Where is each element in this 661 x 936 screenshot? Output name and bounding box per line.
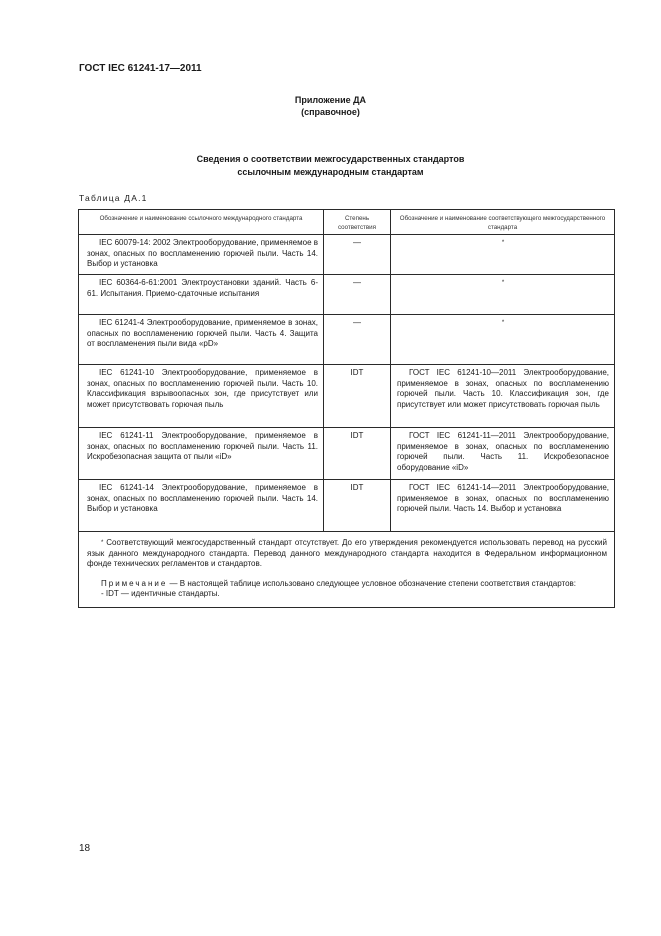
section-title-line-1: Сведения о соответствии межгосударственных стандартов bbox=[196, 154, 465, 164]
table-note bbox=[87, 579, 607, 590]
table-row bbox=[79, 428, 615, 480]
interstate-standard-cell: ГОСТ IEC 61241-14—2011 Электрооборудование, применяемое в зонах, опасных по воспламенению горючей пыли. Часть 14. Выбор и установка bbox=[391, 480, 615, 532]
column-header-interstate: Обозначение и наименование соответствующего межгосударственного стандарта bbox=[391, 210, 615, 235]
section-title-line-2: ссылочным международным стандартам bbox=[237, 167, 424, 177]
note-text: — В настоящей таблице использовано следующее условное обозначение степени соответствия стандартов: bbox=[169, 578, 576, 588]
interstate-standard-cell bbox=[391, 275, 615, 315]
interstate-standard-cell bbox=[391, 315, 615, 365]
table-row bbox=[79, 315, 615, 365]
note-label: Примечание bbox=[101, 578, 168, 588]
table-notes-cell bbox=[79, 532, 615, 608]
annex-subtitle: (справочное) bbox=[301, 107, 360, 117]
table-caption: Таблица ДА.1 bbox=[79, 193, 148, 203]
table-row bbox=[79, 275, 615, 315]
column-header-degree: Степень соответствия bbox=[324, 210, 391, 235]
reference-standard-cell: IEC 60364-6-61:2001 Электроустановки зданий. Часть 6-61. Испытания. Приемо-сдаточные испытания bbox=[79, 275, 324, 315]
table-row bbox=[79, 480, 615, 532]
footnote-marker: * bbox=[501, 240, 505, 246]
annex-heading bbox=[0, 94, 661, 118]
reference-standard-cell: IEC 61241-14 Электрооборудование, применяемое в зонах, опасных по воспламенению горючей пыли. Часть 14. Выбор и установка bbox=[79, 480, 324, 532]
reference-standard-cell: IEC 61241-10 Электрооборудование, применяемое в зонах, опасных по воспламенению горючей пыли. Часть 10. Классификация взрывоопасных зон, где присутствует или может присутствовать горючая пыль bbox=[79, 365, 324, 428]
section-heading bbox=[0, 153, 661, 179]
table-row bbox=[79, 365, 615, 428]
correspondence-table bbox=[78, 209, 615, 608]
degree-cell: — bbox=[324, 235, 391, 275]
degree-cell: — bbox=[324, 275, 391, 315]
degree-cell: IDT bbox=[324, 365, 391, 428]
interstate-standard-cell: ГОСТ IEC 61241-11—2011 Электрооборудование, применяемое в зонах, опасных по воспламенению горючей пыли. Часть 11. Искробезопасное оборудование «iD» bbox=[391, 428, 615, 480]
degree-cell: IDT bbox=[324, 480, 391, 532]
footnote-marker: * bbox=[101, 540, 104, 546]
table-header-row bbox=[79, 210, 615, 235]
column-header-reference: Обозначение и наименование ссылочного международного стандарта bbox=[79, 210, 324, 235]
footnote-text: Соответствующий межгосударственный стандарт отсутствует. До его утверждения рекомендуется использовать перевод на русский язык данного международного стандарта. Перевод данного международного стандарта находится в Федеральном информационном фонде технических регламентов и стандартов. bbox=[87, 538, 607, 568]
document-standard-code: ГОСТ IEC 61241-17—2011 bbox=[79, 63, 202, 74]
table-notes-row bbox=[79, 532, 615, 608]
page-number: 18 bbox=[79, 843, 91, 854]
footnote-marker: * bbox=[501, 280, 505, 286]
footnote bbox=[87, 538, 607, 570]
annex-title: Приложение ДА bbox=[294, 95, 367, 105]
reference-standard-cell: IEC 61241-4 Электрооборудование, применяемое в зонах, опасных по воспламенению горючей пыли. Часть 4. Защита от воспламенения пыли вида «pD» bbox=[79, 315, 324, 365]
table-row bbox=[79, 235, 615, 275]
reference-standard-cell: IEC 60079-14: 2002 Электрооборудование, применяемое в зонах, опасных по воспламенению горючей пыли. Часть 14. Выбор и установка bbox=[79, 235, 324, 275]
degree-cell: IDT bbox=[324, 428, 391, 480]
footnote-marker: * bbox=[501, 320, 505, 326]
degree-cell: — bbox=[324, 315, 391, 365]
abbreviation-line: - IDT — идентичные стандарты. bbox=[101, 589, 220, 598]
interstate-standard-cell: ГОСТ IEC 61241-10—2011 Электрооборудование, применяемое в зонах, опасных по воспламенению горючей пыли. Часть 10. Классификация зон, где присутствует или может присутствовать горючая пыль bbox=[391, 365, 615, 428]
interstate-standard-cell bbox=[391, 235, 615, 275]
reference-standard-cell: IEC 61241-11 Электрооборудование, применяемое в зонах, опасных по воспламенению горючей пыли. Часть 11. Искробезопасная защита от пыли «iD» bbox=[79, 428, 324, 480]
